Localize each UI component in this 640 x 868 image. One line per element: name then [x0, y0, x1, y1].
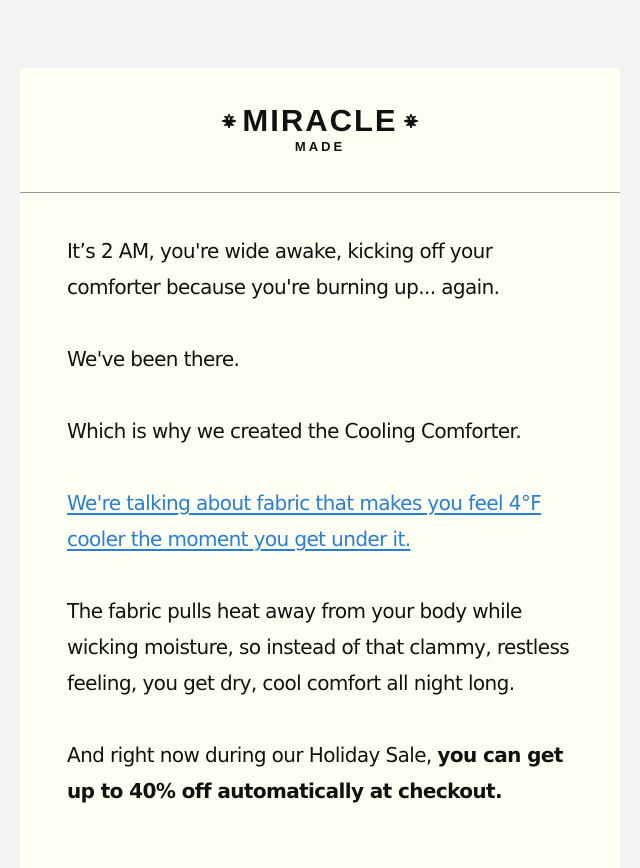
paragraph-link	[67, 485, 587, 557]
cooling-fabric-link[interactable]: We're talking about fabric that makes you feel 4°F cooler the moment you get under it.	[67, 491, 542, 551]
paragraph-fabric: The fabric pulls heat away from your body while wicking moisture, so instead of that clammy, restless feeling, you get dry, cool comfort all night long.	[67, 599, 570, 695]
email-card	[20, 68, 620, 868]
star-icon	[404, 114, 418, 128]
sale-text: And right now during our Holiday Sale,	[67, 743, 438, 767]
email-body	[67, 233, 587, 845]
brand-logo[interactable]	[20, 104, 620, 155]
paragraph-created: Which is why we created the Cooling Comforter.	[67, 419, 522, 443]
paragraph-been-there: We've been there.	[67, 347, 240, 371]
star-icon	[222, 114, 236, 128]
email-header	[20, 68, 620, 193]
brand-name: MIRACLE	[242, 103, 398, 138]
sale-offer-text: you can get up to 40% off automatically at checkout.	[67, 743, 563, 803]
paragraph-intro: It’s 2 AM, you're wide awake, kicking off your comforter because you're burning up... again.	[67, 239, 500, 299]
brand-logo-main	[20, 104, 620, 138]
paragraph-sale	[67, 737, 587, 809]
brand-subtitle: MADE	[294, 139, 346, 154]
